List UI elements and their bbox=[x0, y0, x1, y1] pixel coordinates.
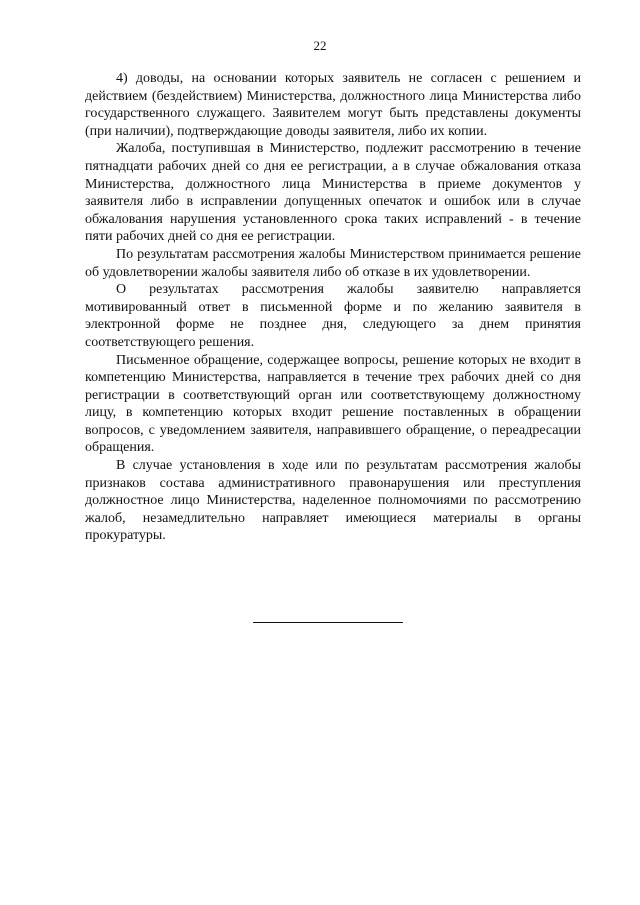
document-body bbox=[85, 70, 581, 545]
paragraph-review-period: Жалоба, поступившая в Министерство, подлежит рассмотрению в течение пятнадцати рабочих дней со дня ее регистрации, а в случае обжалования отказа Министерства, должностного лица Министерства в приеме документов у заявителя либо в исправлении допущенных опечаток и ошибок или в случае обжалования нарушения установленного срока таких исправлений - в течение пяти рабочих дней со дня ее регистрации. bbox=[85, 141, 581, 245]
page-number: 22 bbox=[313, 38, 327, 53]
paragraph-grounds: 4) доводы, на основании которых заявитель не согласен с решением и действием (бездействием) Министерства, должностного лица Министерства либо государственного служащего. Заявителем могут быть представлены документы (при наличии), подтверждающие доводы заявителя, либо их копии. bbox=[85, 71, 581, 139]
paragraph-decision: По результатам рассмотрения жалобы Министерством принимается решение об удовлетворении жалобы заявителя либо об отказе в их удовлетворении. bbox=[85, 246, 581, 280]
paragraph-response: О результатах рассмотрения жалобы заявителю направляется мотивированный ответ в письменной форме и по желанию заявителя в электронной форме не позднее дня, следующего за днем принятия соответствующего решения. bbox=[85, 282, 581, 350]
paragraph-prosecution: В случае установления в ходе или по результатам рассмотрения жалобы признаков состава административного правонарушения или преступления должностное лицо Министерства, наделенное полномочиями по рассмотрению жалоб, незамедлительно направляет имеющиеся материалы в органы прокуратуры. bbox=[85, 458, 581, 544]
end-of-document-rule bbox=[253, 622, 403, 623]
paragraph-redirect: Письменное обращение, содержащее вопросы, решение которых не входит в компетенцию Министерства, направляется в течение трех рабочих дней со дня регистрации в соответствующий орган или соответствующему должностному лицу, в компетенцию которых входит решение поставленных в обращении вопросов, с уведомлением заявителя, направившего обращение, о переадресации обращения. bbox=[85, 352, 581, 456]
